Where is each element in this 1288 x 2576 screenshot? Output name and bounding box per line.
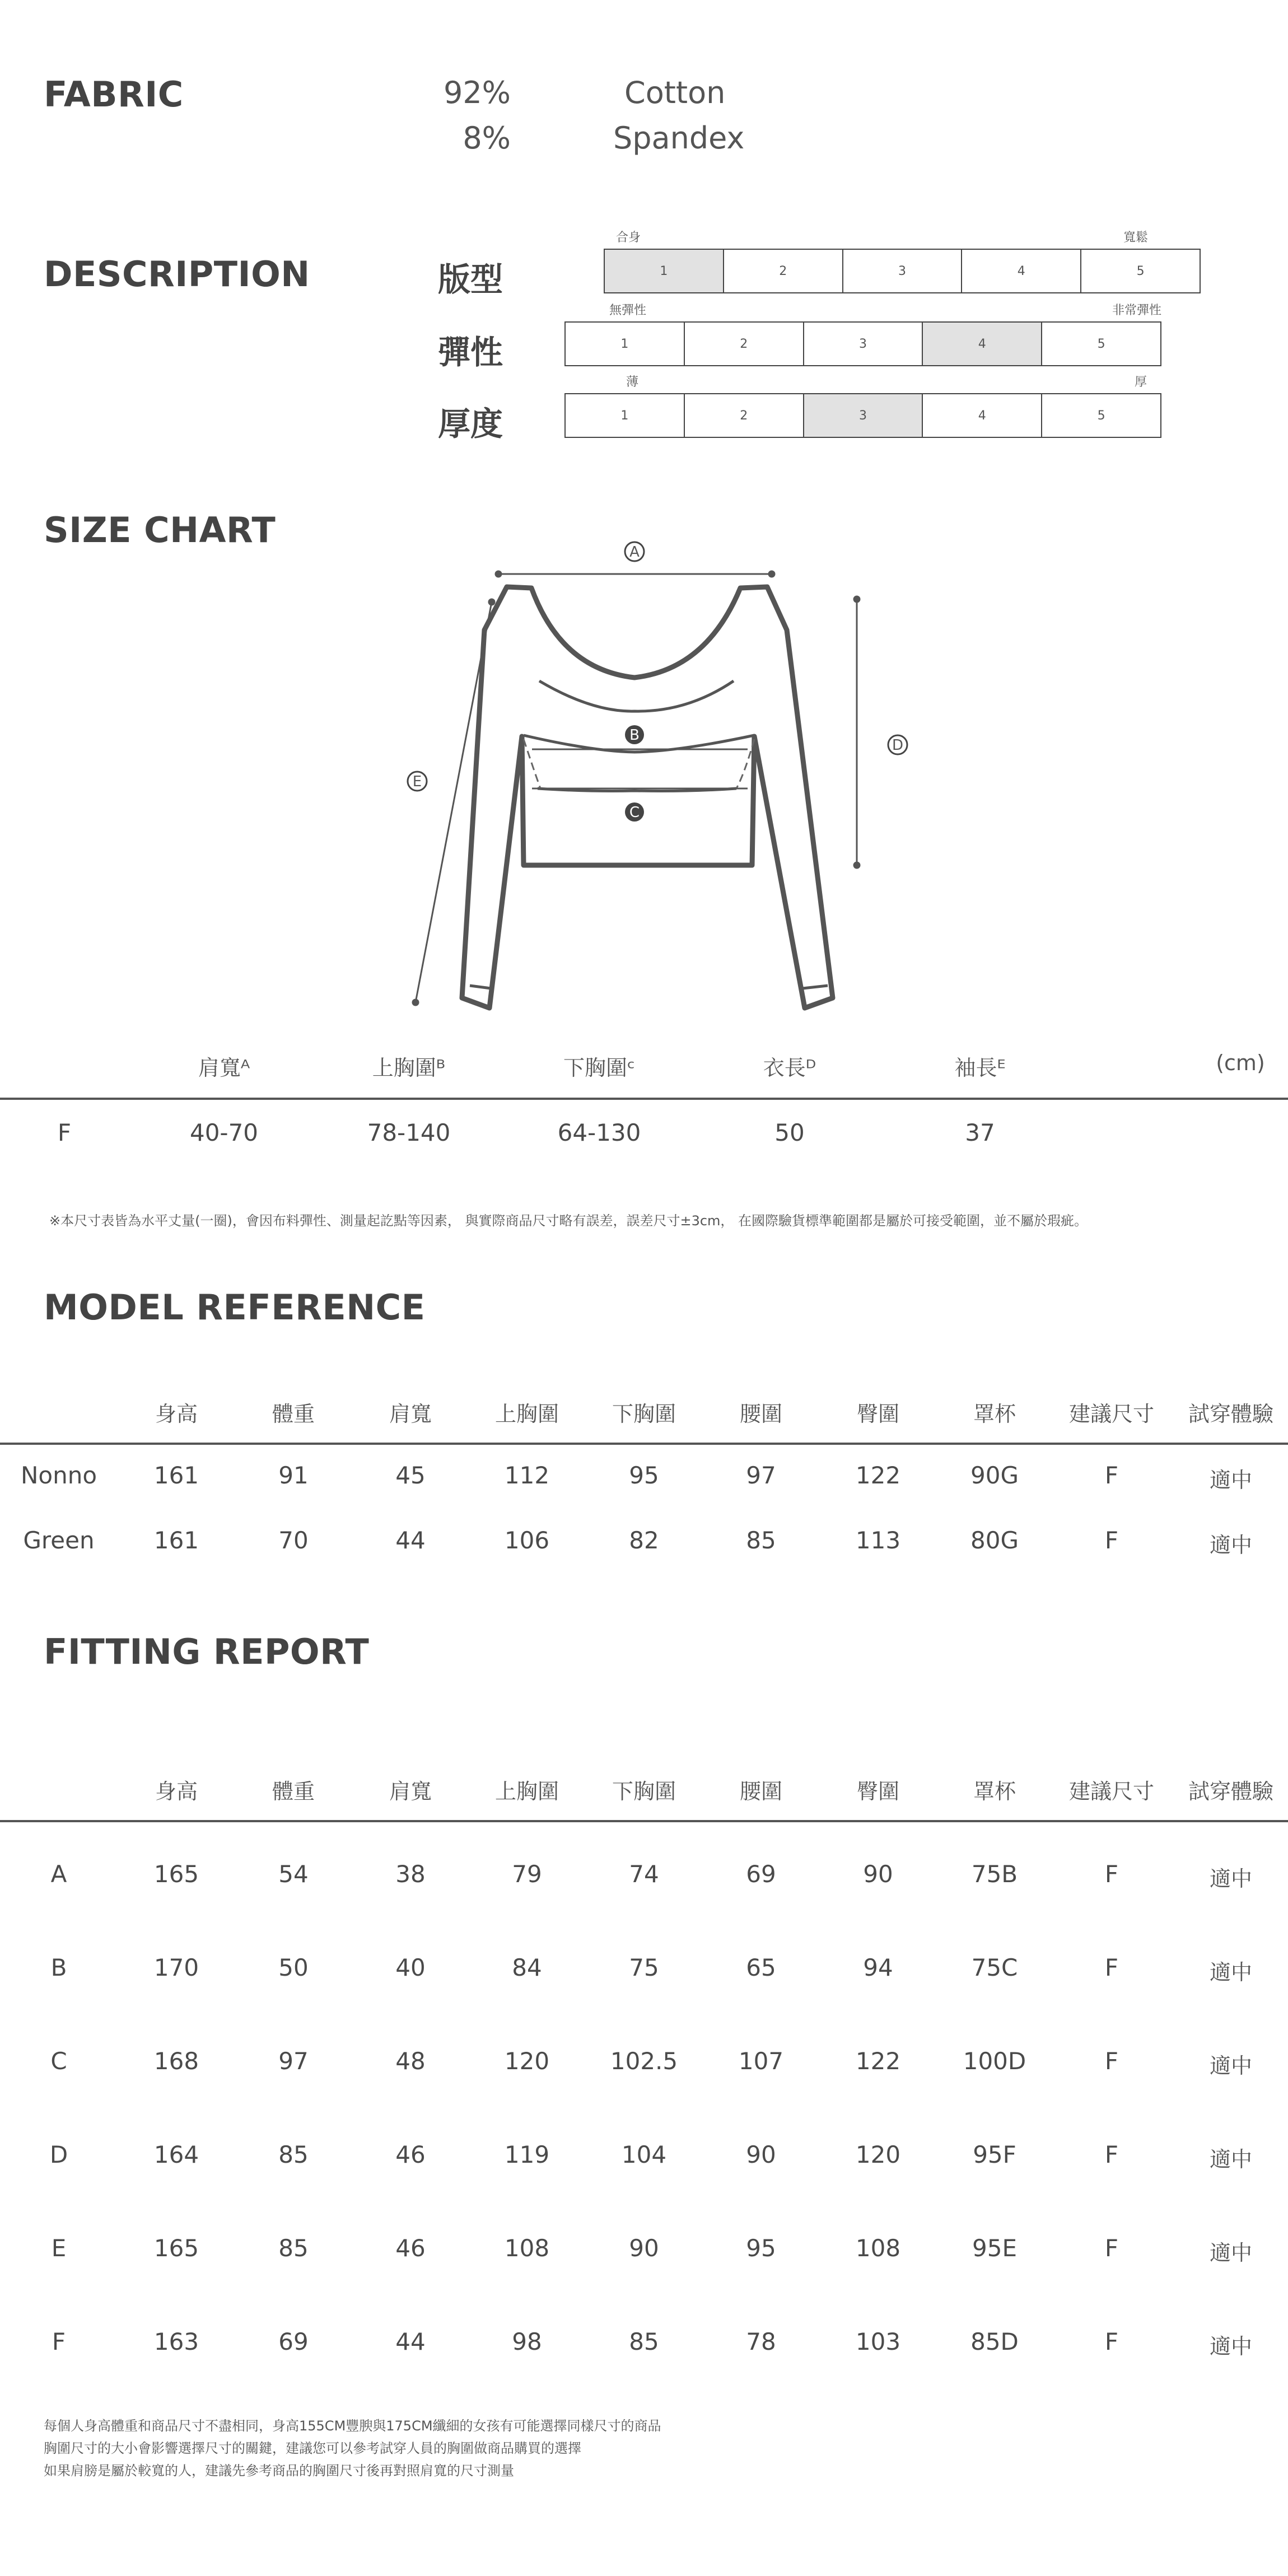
fitting-header-hip: 臀圍 [856,1779,899,1804]
fitting-cell: 170 [153,1954,199,1981]
model-cell: 85 [746,1527,776,1554]
model-cell: 80G [970,1527,1019,1554]
fitting-cell: 78 [746,2328,776,2355]
fitting-cell: F [1104,1860,1119,1888]
garment-diagram [0,526,1288,1030]
fitting-cell: 90 [746,2141,776,2168]
fitting-cell: 適中 [1209,2054,1252,2078]
model-header-shoulder: 肩寬 [389,1402,432,1426]
fitting-cell: 98 [512,2328,542,2355]
fit-label: 版型 [438,260,503,298]
fitting-cell: 85 [278,2234,309,2262]
model-cell: 95 [629,1462,659,1489]
fitting-cell: 50 [278,1954,309,1981]
thickness-scale [564,393,1161,438]
fitting-cell: 85D [970,2328,1019,2355]
fitting-cell: 100D [963,2047,1026,2075]
size-value-sleeve: 37 [965,1119,995,1146]
fabric-material-1: Cotton [624,75,726,110]
fitting-cell: 75B [971,1860,1018,1888]
fabric-percent-2: 8% [463,120,511,156]
fitting-cell: 適中 [1209,2147,1252,2172]
fitting-cell: 103 [855,2328,901,2355]
fitting-cell: F [1104,2234,1119,2262]
left-dash-seam [524,739,540,788]
fitting-cell: 44 [395,2328,426,2355]
fitting-cell: 40 [395,1954,426,1981]
fitting-cell: 69 [278,2328,309,2355]
fitting-cell: F [1104,2047,1119,2075]
fitting-cell: 102.5 [610,2047,678,2075]
thickness-right-label: 厚 [1135,375,1147,389]
thickness-scale-cell-2: 2 [685,394,804,437]
size-header-upper-bust: 上胸圍ᴮ [372,1056,446,1080]
thickness-scale-cell-3: 3 [804,394,923,437]
fitting-cell: 85 [629,2328,659,2355]
fabric-heading: FABRIC [44,74,184,115]
size-table-divider [0,1098,1288,1100]
elasticity-scale-cell-1: 1 [566,323,685,365]
elasticity-scale [564,321,1161,366]
elasticity-scale-cell-3: 3 [804,323,923,365]
fitting-cell: 95E [972,2234,1017,2262]
thickness-scale-cell-1: 1 [566,394,685,437]
fitting-header-waist: 腰圍 [739,1779,782,1804]
model-cell: 122 [855,1462,901,1489]
fit-scale-cell-3: 3 [843,250,963,292]
thickness-label: 厚度 [438,405,503,443]
marker-a-label: A [629,544,640,561]
fitting-row-name: B [50,1954,67,1981]
fitting-cell: 122 [855,2047,901,2075]
fitting-cell: 79 [512,1860,542,1888]
left-cuff-line [470,986,491,988]
fitting-header-size: 建議尺寸 [1068,1779,1154,1804]
fitting-header-cup: 罩杯 [973,1779,1016,1804]
fitting-header-upper-bust: 上胸圍 [494,1779,559,1804]
fitting-cell: F [1104,2328,1119,2355]
model-header-waist: 腰圍 [739,1402,782,1426]
fitting-note-1: 每個人身高體重和商品尺寸不盡相同，身高155CM豐腴與175CM纖細的女孩有可能選擇同樣尺寸的商品 [44,2418,661,2434]
model-cell: F [1104,1527,1119,1554]
elasticity-label: 彈性 [438,333,503,371]
model-cell: 45 [395,1462,426,1489]
fitting-cell: F [1104,2141,1119,2168]
fitting-cell: F [1104,1954,1119,1981]
fitting-cell: 54 [278,1860,309,1888]
size-value-length: 50 [774,1119,805,1146]
fitting-header-under-bust: 下胸圍 [612,1779,676,1804]
marker-e-label: E [412,773,422,790]
model-cell: F [1104,1462,1119,1489]
fit-scale-cell-1: 1 [605,250,724,292]
fitting-cell: 163 [153,2328,199,2355]
fitting-cell: 69 [746,1860,776,1888]
fit-scale-cell-5: 5 [1136,264,1145,278]
fitting-cell: 90 [629,2234,659,2262]
size-row-label: F [57,1119,72,1146]
fitting-header-experience: 試穿體驗 [1188,1779,1273,1804]
fitting-cell: 95 [746,2234,776,2262]
elasticity-scale-cell-4: 4 [923,323,1042,365]
fitting-cell: 65 [746,1954,776,1981]
elasticity-scale-cell-5: 5 [1097,337,1105,351]
fitting-row-name: E [51,2234,67,2262]
fitting-cell: 94 [863,1954,893,1981]
model-cell: 97 [746,1462,776,1489]
fitting-row-name: A [50,1860,67,1888]
size-value-upper-bust: 78-140 [367,1119,451,1146]
elasticity-scale-cell-2: 2 [685,323,804,365]
fitting-cell: 107 [738,2047,784,2075]
size-value-shoulder: 40-70 [189,1119,259,1146]
model-header-cup: 罩杯 [973,1402,1016,1426]
marker-b-label: B [629,727,640,744]
fitting-cell: 適中 [1209,2241,1252,2265]
fitting-header-weight: 體重 [272,1779,315,1804]
fit-scale-cell-2: 2 [724,250,843,292]
size-header-sleeve: 袖長ᴱ [954,1056,1006,1080]
model-header-hip: 臀圍 [856,1402,899,1426]
model-header-under-bust: 下胸圍 [612,1402,676,1426]
model-header-height: 身高 [155,1402,198,1426]
fit-left-label: 合身 [616,231,641,245]
fitting-cell: 90 [863,1860,893,1888]
fitting-cell: 74 [629,1860,659,1888]
fitting-report-heading: FITTING REPORT [44,1631,370,1672]
right-cuff-line [802,986,828,988]
fit-scale [604,249,1201,293]
model-table-divider [0,1443,1288,1445]
model-header-experience: 試穿體驗 [1188,1402,1273,1426]
size-chart-note: ※本尺寸表皆為水平丈量(一圈)，會因布料彈性、測量起訖點等因素， 與實際商品尺寸略有誤差，誤差尺寸±3cm， 在國際驗貨標準範圍都是屬於可接受範圍，並不屬於瑕疵。 [49,1213,1088,1229]
fitting-cell: 120 [504,2047,550,2075]
model-cell: 113 [855,1527,901,1554]
fitting-cell: 適中 [1209,1960,1252,1985]
model-cell: 161 [153,1527,199,1554]
model-cell: 44 [395,1527,426,1554]
fitting-cell: 75 [629,1954,659,1981]
model-cell: 112 [504,1462,550,1489]
elasticity-right-label: 非常彈性 [1112,304,1162,318]
model-header-upper-bust: 上胸圍 [494,1402,559,1426]
size-unit: (cm) [1216,1051,1265,1075]
size-header-under-bust: 下胸圍ᶜ [563,1056,636,1080]
size-chart-heading: SIZE CHART [44,510,276,550]
thickness-scale-cell-4: 4 [923,394,1042,437]
size-value-under-bust: 64-130 [557,1119,641,1146]
bust-seam-top [539,681,734,711]
fitting-cell: 120 [855,2141,901,2168]
fitting-cell: 165 [153,2234,199,2262]
fitting-row-name: F [52,2328,66,2355]
fitting-cell: 適中 [1209,1866,1252,1891]
fitting-cell: 48 [395,2047,426,2075]
marker-d-label: D [892,737,904,754]
fitting-header-height: 身高 [155,1779,198,1804]
description-heading: DESCRIPTION [44,254,310,295]
thickness-scale-cell-5: 5 [1097,408,1105,423]
fabric-percent-1: 92% [443,75,511,110]
fitting-cell: 108 [855,2234,901,2262]
model-cell: 70 [278,1527,309,1554]
size-header-length: 衣長ᴰ [763,1056,816,1080]
fitting-cell: 165 [153,1860,199,1888]
fitting-row-name: C [50,2047,67,2075]
model-cell: 91 [278,1462,309,1489]
fitting-cell: 75C [971,1954,1018,1981]
garment-outline [462,587,833,1008]
elasticity-left-label: 無彈性 [609,304,647,318]
fabric-material-2: Spandex [613,120,745,156]
model-cell: 適中 [1209,1533,1252,1557]
fitting-note-2: 胸圍尺寸的大小會影響選擇尺寸的關鍵，建議您可以參考試穿人員的胸圍做商品購買的選擇 [44,2440,581,2456]
model-name: Nonno [20,1462,97,1489]
fit-right-label: 寬鬆 [1123,231,1149,245]
fitting-cell: 95F [973,2141,1016,2168]
dim-line-e [416,602,492,1002]
model-cell: 90G [970,1462,1019,1489]
fitting-cell: 適中 [1209,2334,1252,2359]
fit-scale-cell-4: 4 [962,250,1081,292]
model-cell: 82 [629,1527,659,1554]
fitting-cell: 84 [512,1954,542,1981]
fitting-cell: 38 [395,1860,426,1888]
thickness-left-label: 薄 [626,375,639,389]
fitting-cell: 46 [395,2141,426,2168]
fitting-cell: 85 [278,2141,309,2168]
fitting-note-3: 如果肩膀是屬於較寬的人，建議先參考商品的胸圍尺寸後再對照肩寬的尺寸測量 [44,2463,514,2479]
fitting-cell: 104 [621,2141,667,2168]
fitting-cell: 46 [395,2234,426,2262]
model-header-size: 建議尺寸 [1068,1402,1154,1426]
model-reference-heading: MODEL REFERENCE [44,1287,426,1328]
fitting-cell: 168 [153,2047,199,2075]
model-name: Green [23,1527,95,1554]
fitting-cell: 97 [278,2047,309,2075]
fitting-header-shoulder: 肩寬 [389,1779,432,1804]
fitting-table-divider [0,1820,1288,1822]
fitting-row-name: D [49,2141,68,2168]
model-header-weight: 體重 [272,1402,315,1426]
fitting-cell: 108 [504,2234,550,2262]
model-cell: 106 [504,1527,550,1554]
fitting-cell: 164 [153,2141,199,2168]
size-header-shoulder: 肩寬ᴬ [198,1056,250,1080]
model-cell: 161 [153,1462,199,1489]
model-cell: 適中 [1209,1468,1252,1492]
fitting-notes [44,2415,661,2482]
marker-c-label: C [629,804,640,821]
fitting-cell: 119 [504,2141,550,2168]
